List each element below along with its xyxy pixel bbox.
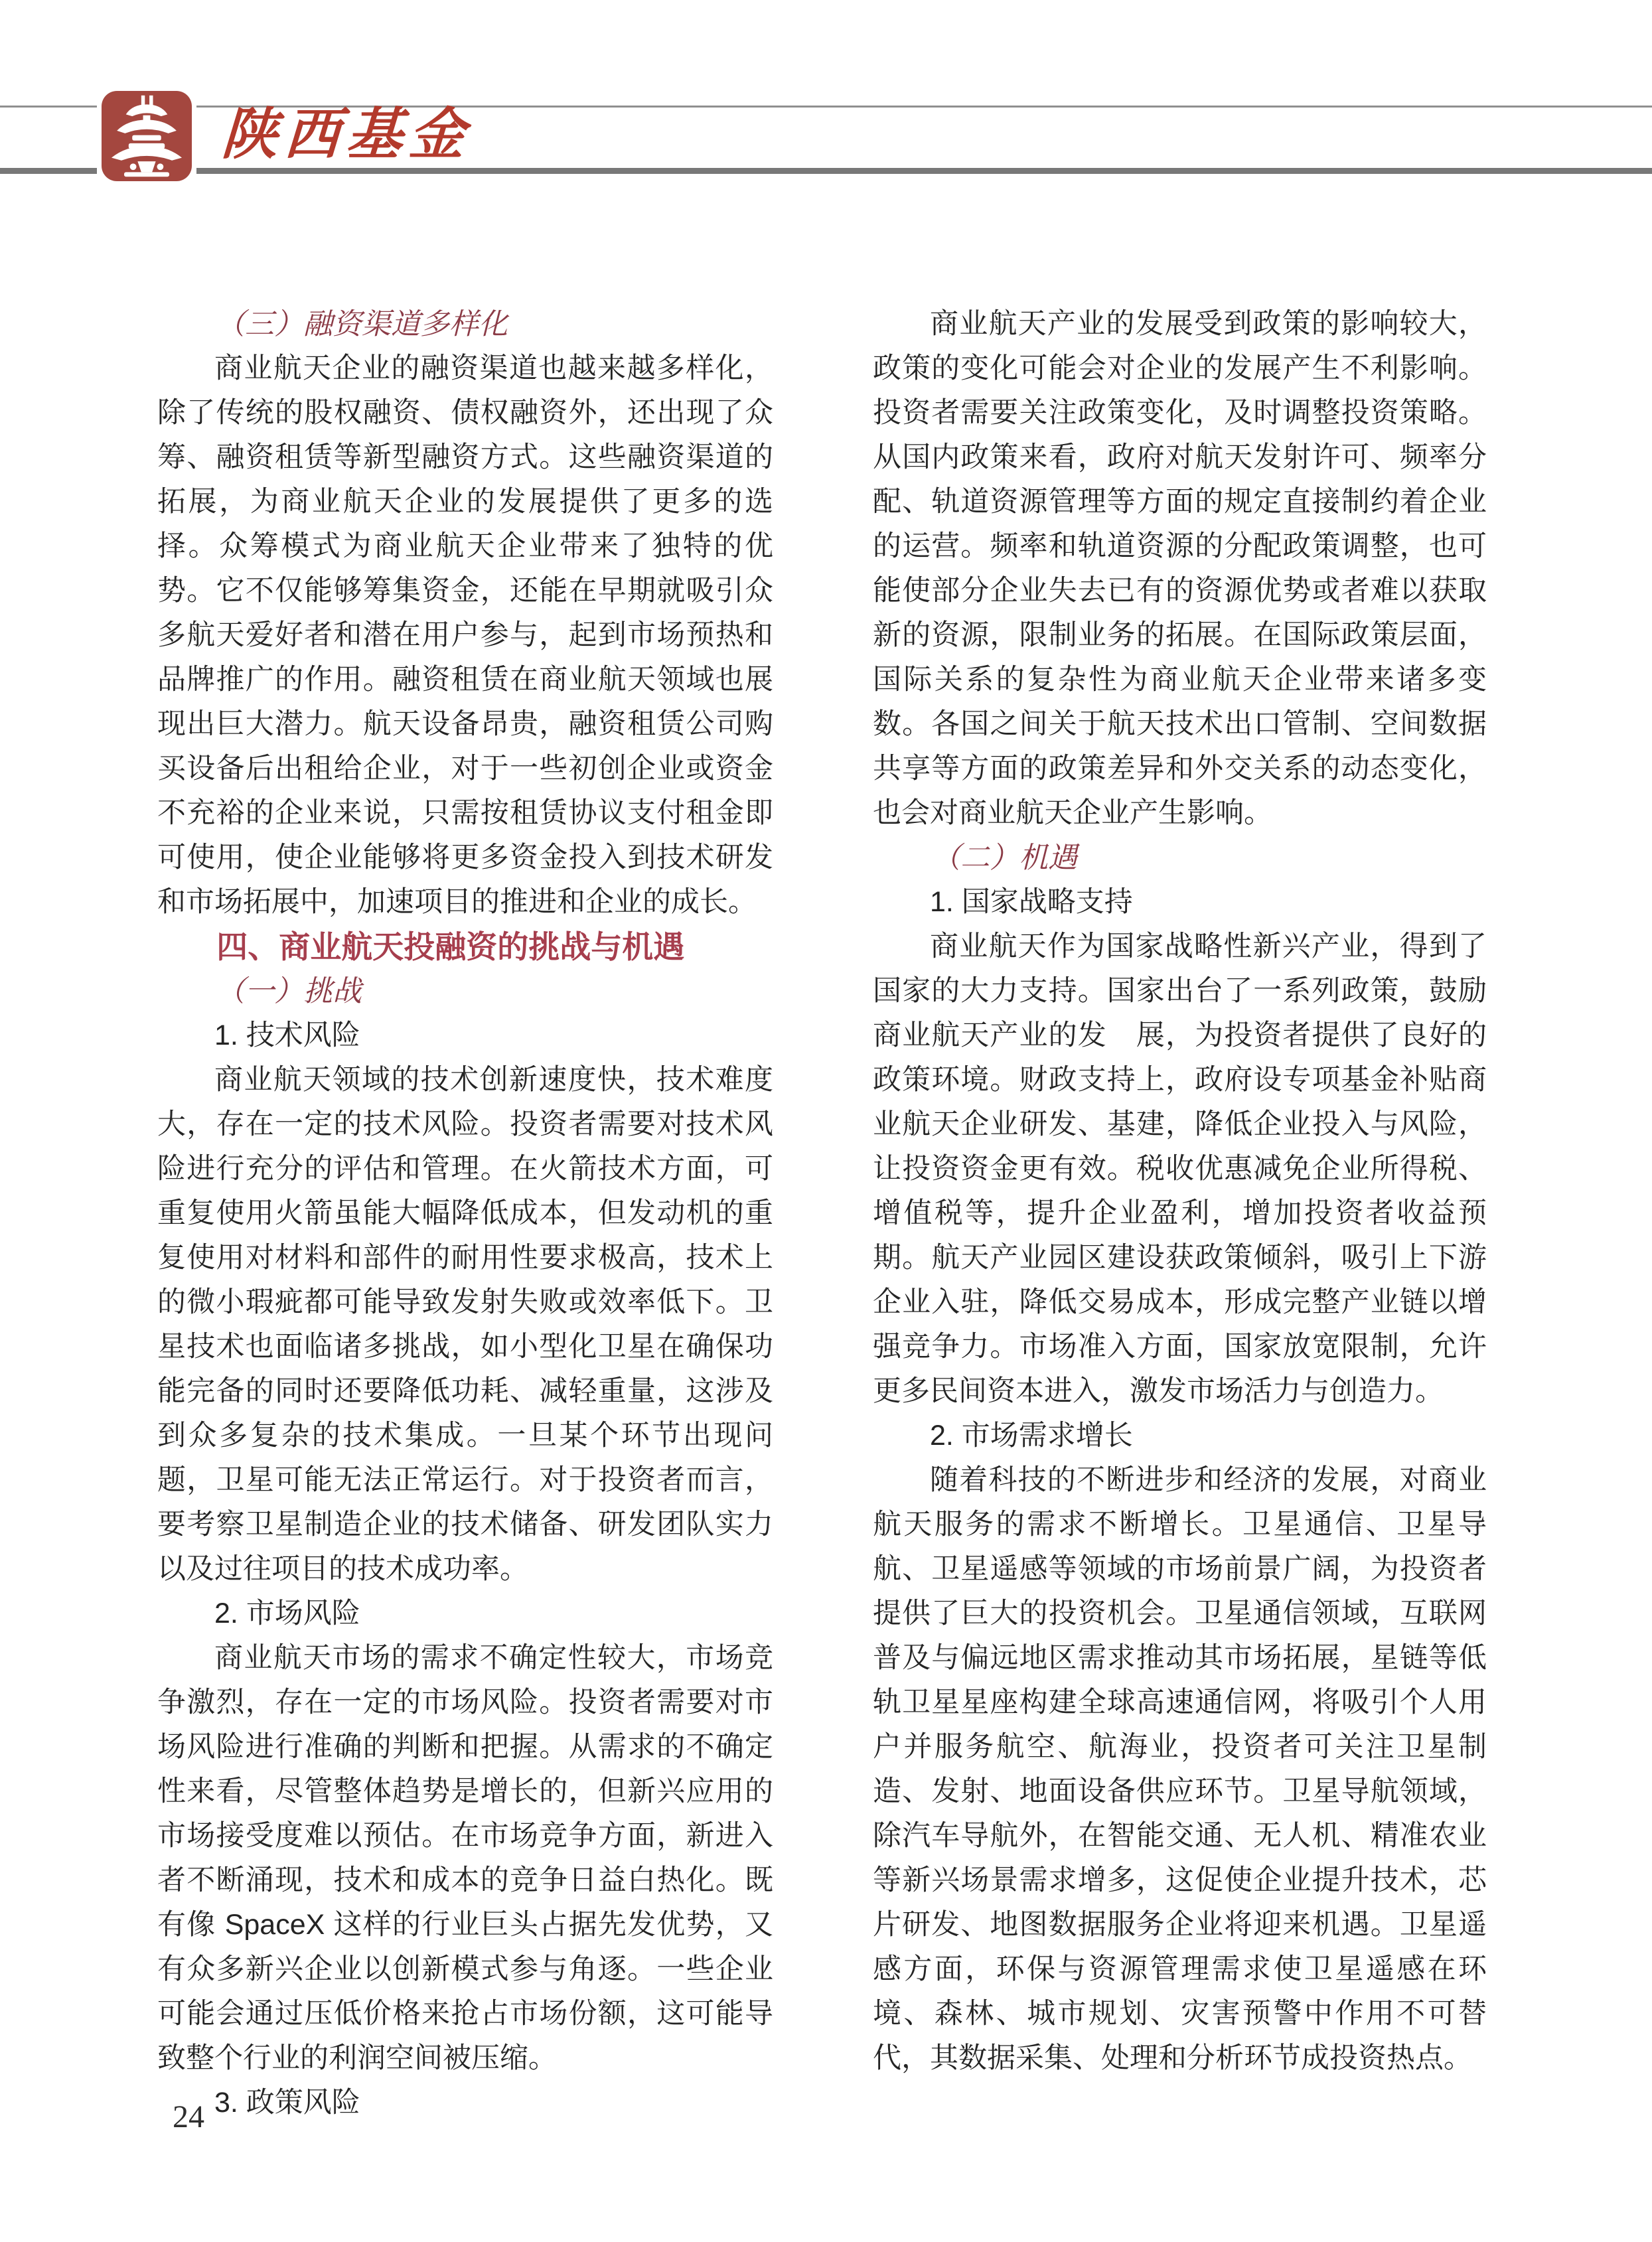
- paragraph-market-demand-growth: 随着科技的不断进步和经济的发展，对商业航天服务的需求不断增长。卫星通信、卫星导航、卫星遥感等领域的市场前景广阔，为投资者提供了巨大的投资机会。卫星通信领域，互联网普及与偏远地区需求推动其市场拓展，星链等低轨卫星星座构建全球高速通信网，将吸引个人用户并服务航空、航海业，投资者可关注卫星制造、发射、地面设备供应环节。卫星导航领域，除汽车导航外，在智能交通、无人机、精准农业等新兴场景需求增多，这促使企业提升技术，芯片研发、地图数据服务企业将迎来机遇。卫星遥感方面，环保与资源管理需求使卫星遥感在环境、森林、城市规划、灾害预警中作用不可替代，其数据采集、处理和分析环节成投资热点。: [873, 1464, 1487, 2074]
- paragraph-national-strategy: 商业航天作为国家战略性新兴产业，得到了国家的大力支持。国家出台了一系列政策，鼓励商业航天产业的发 展，为投资者提供了良好的政策环境。财政支持上，政府设专项基金补贴商业航天企业研发、基建，降低企业投入与风险，让投资资金更有效。税收优惠减免企业所得税、增值税等，提升企业盈利，增加投资者收益预期。航天产业园区建设获政策倾斜，吸引上下游企业入驻，降低交易成本，形成完整产业链以增强竞争力。市场准入方面，国家放宽限制，允许更多民间资本进入，激发市场活力与创造力。: [873, 931, 1487, 1407]
- section-heading-challenges-opportunities: 四、商业航天投融资的挑战与机遇: [216, 929, 685, 964]
- subhead-national-strategy: 1. 国家战略支持: [930, 886, 1133, 918]
- paragraph-market-risk: 商业航天市场的需求不确定性较大，市场竞争激烈，存在一定的市场风险。投资者需要对市场风险进行准确的判断和把握。从需求的不确定性来看，尽管整体趋势是增长的，但新兴应用的市场接受度难以预估。在市场竞争方面，新进入者不断涌现，技术和成本的竞争日益白热化。既有像 SpaceX 这样的行业巨头占据先发优势，又有众多新兴企业以创新模式参与角逐。一些企业可能会通过压低价格来抢占市场份额，这可能导致整个行业的利润空间被压缩。: [157, 1642, 773, 2074]
- subhead-policy-risk: 3. 政策风险: [214, 2087, 360, 2119]
- paragraph-financing-channels: 商业航天企业的融资渠道也越来越多样化，除了传统的股权融资、债权融资外，还出现了众筹、融资租赁等新型融资方式。这些融资渠道的拓展，为商业航天企业的发展提供了更多的选择。众筹模式为商业航天企业带来了独特的优势。它不仅能够筹集资金，还能在早期就吸引众多航天爱好者和潜在用户参与，起到市场预热和品牌推广的作用。融资租赁在商业航天领域也展现出巨大潜力。航天设备昂贵，融资租赁公司购买设备后出租给企业，对于一些初创企业或资金不充裕的企业来说，只需按租赁协议支付租金即可使用，使企业能够将更多资金投入到技术研发和市场拓展中，加速项目的推进和企业的成长。: [157, 352, 773, 918]
- shaanxi-fund-logo: [97, 86, 196, 186]
- brand-calligraphy: 陕西基金: [220, 104, 473, 166]
- subhead-market-risk: 2. 市场风险: [214, 1598, 360, 1629]
- subsection-heading-financing-channels: （三）融资渠道多样化: [216, 308, 508, 340]
- left-column: [157, 302, 773, 2125]
- subhead-market-demand-growth: 2. 市场需求增长: [930, 1420, 1133, 1452]
- pagoda-gold-seal-icon: [101, 91, 192, 181]
- header-thick-divider: [0, 168, 1652, 174]
- paragraph-technical-risk: 商业航天领域的技术创新速度快，技术难度大，存在一定的技术风险。投资者需要对技术风险进行充分的评估和管理。在火箭技术方面，可重复使用火箭虽能大幅降低成本，但发动机的重复使用对材料和部件的耐用性要求极高，技术上的微小瑕疵都可能导致发射失败或效率低下。卫星技术也面临诸多挑战，如小型化卫星在确保功能完备的同时还要降低功耗、减轻重量，这涉及到众多复杂的技术集成。一旦某个环节出现问题，卫星可能无法正常运行。对于投资者而言，要考察卫星制造企业的技术储备、研发团队实力以及过往项目的技术成功率。: [157, 1064, 773, 1585]
- subsection-heading-opportunities: （二）机遇: [931, 842, 1077, 874]
- right-column: [873, 302, 1487, 2081]
- page-number: 24: [173, 2099, 204, 2134]
- subsection-heading-challenges: （一）挑战: [216, 975, 362, 1008]
- paragraph-policy-risk: 商业航天产业的发展受到政策的影响较大，政策的变化可能会对企业的发展产生不利影响。投资者需要关注政策变化，及时调整投资策略。从国内政策来看，政府对航天发射许可、频率分配、轨道资源管理等方面的规定直接制约着企业的运营。频率和轨道资源的分配政策调整，也可能使部分企业失去已有的资源优势或者难以获取新的资源，限制业务的拓展。在国际政策层面，国际关系的复杂性为商业航天企业带来诸多变数。各国之间关于航天技术出口管制、空间数据共享等方面的政策差异和外交关系的动态变化，也会对商业航天企业产生影响。: [873, 308, 1487, 829]
- subhead-technical-risk: 1. 技术风险: [214, 1019, 360, 1051]
